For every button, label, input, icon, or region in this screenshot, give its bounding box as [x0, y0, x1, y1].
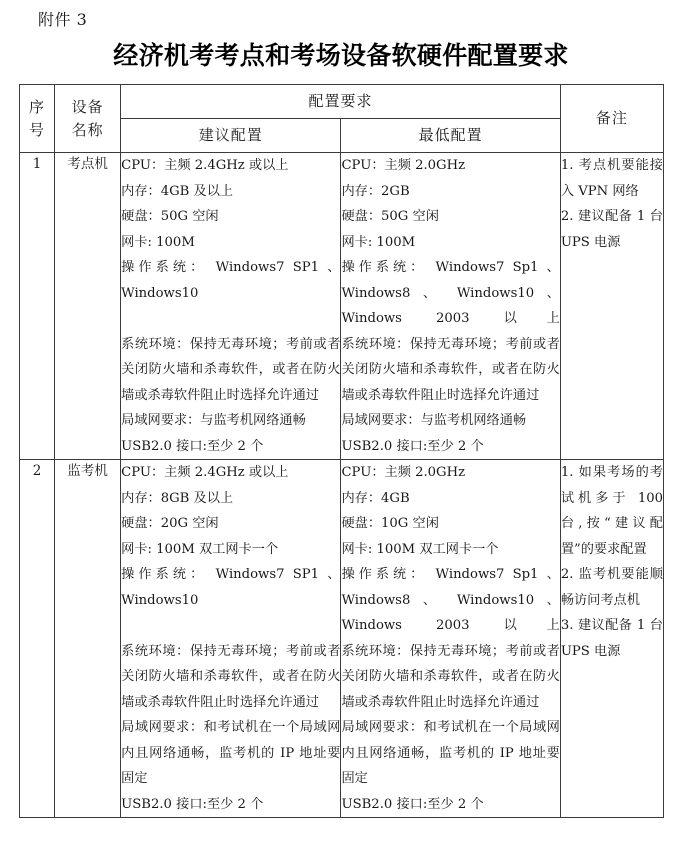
column-header-device-line2: 名称: [71, 120, 104, 139]
config-line: 系统环境：保持无毒环境；考前或者关闭防火墙和杀毒软件，或者在防火墙或杀毒软件阻止时选择允许通过: [121, 643, 341, 710]
table-row: [20, 460, 664, 818]
table-header: [20, 85, 664, 153]
config-line: 内存：8GB 及以上: [121, 490, 234, 506]
column-header-config-group: 配置要求: [121, 85, 561, 119]
column-header-device-line1: 设备: [71, 97, 104, 116]
attachment-label: 附件 3: [38, 10, 88, 29]
page-title: 经济机考考点和考场设备软硬件配置要求: [113, 41, 569, 70]
config-line: CPU：主频 2.4GHz 或以上: [121, 158, 289, 173]
config-line: 硬盘：50G 空闲: [121, 209, 219, 224]
row-device-name: 考点机: [55, 153, 121, 460]
table-body: [20, 153, 664, 818]
config-line: 网卡: 100M 双工网卡一个: [121, 541, 279, 557]
cell-minimum-config: [341, 460, 560, 818]
table-row: [20, 153, 664, 460]
row-device-name: 监考机: [55, 460, 121, 818]
config-line: 网卡: 100M: [341, 234, 416, 250]
column-header-seq-line2: 号: [29, 120, 46, 139]
cell-recommended-config: [121, 153, 341, 460]
config-line: 系统环境：保持无毒环境；考前或者关闭防火墙和杀毒软件，或者在防火墙或杀毒软件阻止时选择允许通过: [341, 336, 560, 403]
config-line-blank: [121, 306, 340, 332]
config-line: 内存：4GB 及以上: [121, 183, 234, 199]
config-line: 硬盘：10G 空闲: [341, 516, 439, 531]
config-line: 操作系统： Windows7 SP1 、Windows10: [121, 260, 341, 301]
config-line: 系统环境：保持无毒环境；考前或者关闭防火墙和杀毒软件，或者在防火墙或杀毒软件阻止时选择允许通过: [121, 336, 341, 403]
config-line: USB2.0 接口:至少 2 个: [341, 796, 484, 812]
config-line: USB2.0 接口:至少 2 个: [341, 438, 484, 454]
remark-item: 2. 建议配备 1 台 UPS 电源: [560, 209, 663, 250]
remark-item: 2. 监考机要能顺畅访问考点机: [560, 567, 663, 608]
cell-recommended-config: [121, 460, 341, 818]
cell-remarks: [560, 460, 663, 818]
remark-item: 1. 考点机要能接入 VPN 网络: [560, 158, 663, 199]
config-line: 硬盘：50G 空闲: [341, 209, 439, 224]
table-header-row-top: [20, 85, 664, 119]
column-header-device-name: [55, 85, 121, 153]
config-line: 内存：2GB: [341, 183, 410, 199]
config-line: 局域网要求：和考试机在一个局域网内且网络通畅，监考机的 IP 地址要固定: [121, 720, 341, 786]
config-line-blank: [121, 613, 340, 639]
config-line: 操作系统： Windows7 SP1 、Windows10: [121, 567, 341, 608]
config-line: 操作系统： Windows7 Sp1 、Windows8 、 Windows10 、Windows 2003 以上: [341, 567, 560, 633]
config-line: 硬盘：20G 空闲: [121, 516, 219, 531]
config-line: CPU：主频 2.0GHz: [341, 158, 466, 173]
remark-item: 3. 建议配备 1 台 UPS 电源: [560, 618, 663, 659]
config-line: 网卡: 100M 双工网卡一个: [341, 541, 499, 557]
config-line: 系统环境：保持无毒环境；考前或者关闭防火墙和杀毒软件，或者在防火墙或杀毒软件阻止时选择允许通过: [341, 643, 560, 710]
column-header-seq-line1: 序: [29, 97, 46, 116]
cell-remarks: [560, 153, 663, 460]
column-header-seq: [20, 85, 55, 153]
column-header-recommended-config: 建议配置: [121, 119, 341, 153]
column-header-minimum-config: 最低配置: [341, 119, 560, 153]
config-line: USB2.0 接口:至少 2 个: [121, 438, 264, 454]
config-line: 局域网要求：与监考机网络通畅: [121, 413, 306, 428]
configuration-requirements-table: [19, 84, 664, 818]
row-seq-number: 2: [20, 460, 55, 818]
config-line: 操作系统： Windows7 Sp1 、Windows8 、 Windows10 、Windows 2003 以上: [341, 260, 560, 326]
config-line: CPU：主频 2.0GHz: [341, 465, 466, 480]
remark-item: 1. 如果考场的考试机多于 100 台,按“建议配置”的要求配置: [560, 465, 663, 557]
column-header-remarks: 备注: [560, 85, 663, 153]
config-line: CPU：主频 2.4GHz 或以上: [121, 465, 289, 480]
cell-minimum-config: [341, 153, 560, 460]
config-line: 网卡: 100M: [121, 234, 195, 250]
config-line: 内存：4GB: [341, 490, 410, 506]
config-line: USB2.0 接口:至少 2 个: [121, 796, 264, 812]
config-line: 局域网要求：与监考机网络通畅: [341, 413, 527, 428]
config-line: 局域网要求：和考试机在一个局域网内且网络通畅，监考机的 IP 地址要固定: [341, 720, 560, 786]
row-seq-number: 1: [20, 153, 55, 460]
